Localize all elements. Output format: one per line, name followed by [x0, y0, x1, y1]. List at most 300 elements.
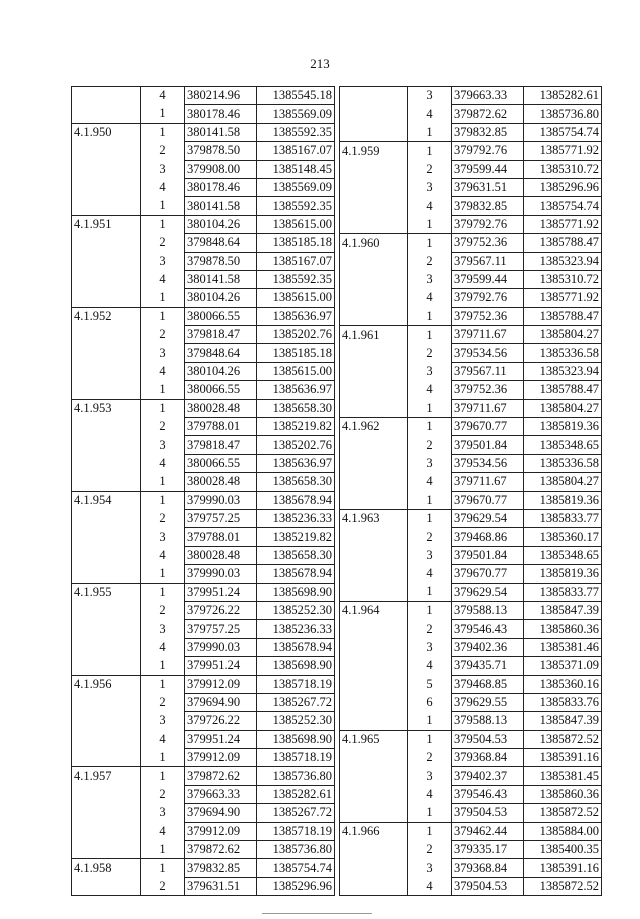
y-coordinate-cell: 1385167.07	[257, 252, 335, 270]
x-coordinate-cell: 379951.24	[185, 657, 257, 675]
point-number-cell: 1	[408, 491, 452, 509]
page-edge-rule	[262, 913, 372, 914]
y-coordinate-cell: 1385736.80	[257, 841, 335, 859]
table-row	[340, 767, 602, 785]
x-coordinate-cell: 379501.84	[452, 436, 524, 454]
y-coordinate-cell: 1385615.00	[257, 215, 335, 233]
parcel-id-cell	[340, 178, 408, 196]
y-coordinate-cell: 1385860.36	[524, 785, 602, 803]
point-number-cell: 2	[141, 234, 185, 252]
y-coordinate-cell: 1385148.45	[257, 160, 335, 178]
x-coordinate-cell: 379832.85	[452, 197, 524, 215]
point-number-cell: 2	[141, 509, 185, 527]
parcel-id-cell	[72, 822, 141, 840]
parcel-id-cell	[72, 730, 141, 748]
y-coordinate-cell: 1385185.18	[257, 344, 335, 362]
y-coordinate-cell: 1385391.16	[524, 859, 602, 877]
parcel-id-cell	[72, 509, 141, 527]
y-coordinate-cell: 1385754.74	[524, 123, 602, 141]
table-row	[72, 712, 335, 730]
point-number-cell: 4	[408, 197, 452, 215]
parcel-id-cell: 4.1.954	[72, 491, 141, 509]
x-coordinate-cell: 379629.54	[452, 509, 524, 527]
parcel-id-cell	[340, 436, 408, 454]
table-row	[340, 491, 602, 509]
parcel-id-cell	[340, 565, 408, 583]
parcel-id-cell	[72, 785, 141, 803]
point-number-cell: 2	[141, 326, 185, 344]
parcel-id-cell	[72, 693, 141, 711]
point-number-cell: 4	[408, 785, 452, 803]
x-coordinate-cell: 379599.44	[452, 270, 524, 288]
table-row	[72, 307, 335, 325]
y-coordinate-cell: 1385872.52	[524, 730, 602, 748]
point-number-cell: 4	[408, 473, 452, 491]
table-row	[340, 160, 602, 178]
parcel-id-cell	[72, 252, 141, 270]
x-coordinate-cell: 379670.77	[452, 565, 524, 583]
table-row	[340, 326, 602, 344]
table-row	[72, 638, 335, 656]
y-coordinate-cell: 1385592.35	[257, 270, 335, 288]
parcel-id-cell	[72, 289, 141, 307]
x-coordinate-cell: 379792.76	[452, 289, 524, 307]
point-number-cell: 1	[408, 307, 452, 325]
y-coordinate-cell: 1385615.00	[257, 362, 335, 380]
x-coordinate-cell: 379951.24	[185, 730, 257, 748]
y-coordinate-cell: 1385219.82	[257, 528, 335, 546]
table-row	[340, 528, 602, 546]
y-coordinate-cell: 1385847.39	[524, 712, 602, 730]
table-row	[340, 804, 602, 822]
x-coordinate-cell: 379711.67	[452, 326, 524, 344]
x-coordinate-cell: 379711.67	[452, 399, 524, 417]
table-row	[340, 418, 602, 436]
y-coordinate-cell: 1385185.18	[257, 234, 335, 252]
parcel-id-cell: 4.1.966	[340, 822, 408, 840]
table-row	[72, 804, 335, 822]
point-number-cell: 4	[408, 289, 452, 307]
parcel-id-cell: 4.1.962	[340, 418, 408, 436]
parcel-id-cell: 4.1.956	[72, 675, 141, 693]
point-number-cell: 4	[141, 546, 185, 564]
point-number-cell: 1	[141, 473, 185, 491]
point-number-cell: 1	[408, 583, 452, 601]
parcel-id-cell: 4.1.961	[340, 326, 408, 344]
x-coordinate-cell: 379752.36	[452, 381, 524, 399]
y-coordinate-cell: 1385636.97	[257, 381, 335, 399]
point-number-cell: 2	[408, 436, 452, 454]
table-row	[340, 712, 602, 730]
x-coordinate-cell: 379757.25	[185, 620, 257, 638]
point-number-cell: 2	[408, 344, 452, 362]
table-row	[72, 252, 335, 270]
x-coordinate-cell: 379951.24	[185, 583, 257, 601]
x-coordinate-cell: 379990.03	[185, 491, 257, 509]
y-coordinate-cell: 1385678.94	[257, 491, 335, 509]
parcel-id-cell	[72, 454, 141, 472]
table-row	[340, 749, 602, 767]
table-row	[340, 509, 602, 527]
table-row	[72, 583, 335, 601]
point-number-cell: 4	[408, 877, 452, 895]
parcel-id-cell	[340, 859, 408, 877]
table-row	[340, 252, 602, 270]
y-coordinate-cell: 1385236.33	[257, 509, 335, 527]
parcel-id-cell	[72, 197, 141, 215]
point-number-cell: 4	[141, 87, 185, 105]
x-coordinate-cell: 379670.77	[452, 491, 524, 509]
point-number-cell: 3	[141, 528, 185, 546]
x-coordinate-cell: 379872.62	[185, 767, 257, 785]
parcel-id-cell	[340, 454, 408, 472]
point-number-cell: 1	[408, 509, 452, 527]
point-number-cell: 3	[408, 454, 452, 472]
table-row	[340, 730, 602, 748]
x-coordinate-cell: 379504.53	[452, 804, 524, 822]
parcel-id-cell	[72, 87, 141, 105]
parcel-id-cell	[340, 693, 408, 711]
y-coordinate-cell: 1385736.80	[257, 767, 335, 785]
x-coordinate-cell: 380178.46	[185, 105, 257, 123]
parcel-id-cell	[72, 804, 141, 822]
y-coordinate-cell: 1385658.30	[257, 399, 335, 417]
x-coordinate-cell: 379818.47	[185, 326, 257, 344]
point-number-cell: 6	[408, 693, 452, 711]
x-coordinate-cell: 380066.55	[185, 454, 257, 472]
parcel-id-cell	[340, 785, 408, 803]
table-row	[72, 841, 335, 859]
parcel-id-cell	[72, 178, 141, 196]
parcel-id-cell	[340, 344, 408, 362]
point-number-cell: 4	[141, 730, 185, 748]
table-row	[72, 197, 335, 215]
parcel-id-cell	[72, 326, 141, 344]
point-number-cell: 1	[408, 399, 452, 417]
y-coordinate-cell: 1385310.72	[524, 270, 602, 288]
coordinates-table-left	[71, 86, 335, 896]
y-coordinate-cell: 1385348.65	[524, 546, 602, 564]
y-coordinate-cell: 1385833.77	[524, 583, 602, 601]
parcel-id-cell	[340, 841, 408, 859]
y-coordinate-cell: 1385804.27	[524, 326, 602, 344]
y-coordinate-cell: 1385348.65	[524, 436, 602, 454]
x-coordinate-cell: 380104.26	[185, 289, 257, 307]
y-coordinate-cell: 1385771.92	[524, 142, 602, 160]
y-coordinate-cell: 1385754.74	[524, 197, 602, 215]
point-number-cell: 1	[141, 381, 185, 399]
point-number-cell: 1	[141, 307, 185, 325]
parcel-id-cell	[72, 546, 141, 564]
x-coordinate-cell: 379631.51	[452, 178, 524, 196]
point-number-cell: 1	[141, 197, 185, 215]
y-coordinate-cell: 1385267.72	[257, 693, 335, 711]
table-row	[340, 583, 602, 601]
point-number-cell: 4	[141, 178, 185, 196]
point-number-cell: 4	[408, 657, 452, 675]
parcel-id-cell	[72, 638, 141, 656]
y-coordinate-cell: 1385884.00	[524, 822, 602, 840]
table-row	[340, 289, 602, 307]
x-coordinate-cell: 379546.43	[452, 620, 524, 638]
point-number-cell: 3	[141, 160, 185, 178]
y-coordinate-cell: 1385718.19	[257, 749, 335, 767]
parcel-id-cell	[340, 877, 408, 895]
x-coordinate-cell: 380028.48	[185, 546, 257, 564]
parcel-id-cell: 4.1.952	[72, 307, 141, 325]
parcel-id-cell	[340, 491, 408, 509]
point-number-cell: 1	[141, 767, 185, 785]
table-row	[340, 399, 602, 417]
point-number-cell: 2	[408, 160, 452, 178]
y-coordinate-cell: 1385219.82	[257, 418, 335, 436]
parcel-id-cell	[340, 620, 408, 638]
point-number-cell: 3	[141, 252, 185, 270]
point-number-cell: 4	[408, 381, 452, 399]
parcel-id-cell	[340, 657, 408, 675]
x-coordinate-cell: 379872.62	[185, 841, 257, 859]
table-row	[340, 859, 602, 877]
parcel-id-cell: 4.1.963	[340, 509, 408, 527]
x-coordinate-cell: 379726.22	[185, 601, 257, 619]
table-row	[340, 234, 602, 252]
point-number-cell: 3	[141, 804, 185, 822]
x-coordinate-cell: 379711.67	[452, 473, 524, 491]
parcel-id-cell	[340, 197, 408, 215]
table-row	[72, 87, 335, 105]
parcel-id-cell	[72, 749, 141, 767]
x-coordinate-cell: 380028.48	[185, 399, 257, 417]
x-coordinate-cell: 379629.55	[452, 693, 524, 711]
table-row	[340, 362, 602, 380]
parcel-id-cell	[340, 270, 408, 288]
table-row	[72, 381, 335, 399]
parcel-id-cell	[72, 841, 141, 859]
table-row	[72, 528, 335, 546]
point-number-cell: 1	[408, 142, 452, 160]
x-coordinate-cell: 379912.09	[185, 822, 257, 840]
parcel-id-cell	[340, 362, 408, 380]
x-coordinate-cell: 379588.13	[452, 601, 524, 619]
y-coordinate-cell: 1385788.47	[524, 234, 602, 252]
x-coordinate-cell: 379848.64	[185, 344, 257, 362]
parcel-id-cell	[340, 160, 408, 178]
table-row	[72, 767, 335, 785]
y-coordinate-cell: 1385236.33	[257, 620, 335, 638]
parcel-id-cell	[72, 657, 141, 675]
y-coordinate-cell: 1385872.52	[524, 804, 602, 822]
y-coordinate-cell: 1385569.09	[257, 105, 335, 123]
y-coordinate-cell: 1385323.94	[524, 252, 602, 270]
x-coordinate-cell: 379468.85	[452, 675, 524, 693]
y-coordinate-cell: 1385360.17	[524, 528, 602, 546]
x-coordinate-cell: 379567.11	[452, 362, 524, 380]
parcel-id-cell	[340, 804, 408, 822]
table-row	[340, 546, 602, 564]
parcel-id-cell	[72, 436, 141, 454]
point-number-cell: 3	[141, 712, 185, 730]
x-coordinate-cell: 379663.33	[185, 785, 257, 803]
point-number-cell: 1	[141, 841, 185, 859]
x-coordinate-cell: 379402.37	[452, 767, 524, 785]
x-coordinate-cell: 380141.58	[185, 197, 257, 215]
point-number-cell: 5	[408, 675, 452, 693]
point-number-cell: 2	[408, 749, 452, 767]
point-number-cell: 3	[408, 270, 452, 288]
y-coordinate-cell: 1385252.30	[257, 601, 335, 619]
x-coordinate-cell: 380141.58	[185, 270, 257, 288]
table-row	[72, 289, 335, 307]
parcel-id-cell	[340, 528, 408, 546]
parcel-id-cell: 4.1.965	[340, 730, 408, 748]
table-row	[72, 491, 335, 509]
table-row	[340, 381, 602, 399]
y-coordinate-cell: 1385678.94	[257, 565, 335, 583]
table-row	[340, 454, 602, 472]
table-row	[72, 859, 335, 877]
y-coordinate-cell: 1385296.96	[524, 178, 602, 196]
parcel-id-cell	[72, 270, 141, 288]
parcel-id-cell	[340, 399, 408, 417]
x-coordinate-cell: 379435.71	[452, 657, 524, 675]
parcel-id-cell	[72, 105, 141, 123]
y-coordinate-cell: 1385545.18	[257, 87, 335, 105]
point-number-cell: 3	[408, 178, 452, 196]
table-row	[340, 123, 602, 141]
y-coordinate-cell: 1385872.52	[524, 877, 602, 895]
parcel-id-cell	[340, 767, 408, 785]
table-row	[72, 730, 335, 748]
y-coordinate-cell: 1385252.30	[257, 712, 335, 730]
parcel-id-cell	[340, 123, 408, 141]
point-number-cell: 3	[408, 638, 452, 656]
x-coordinate-cell: 379832.85	[452, 123, 524, 141]
table-row	[340, 87, 602, 105]
y-coordinate-cell: 1385819.36	[524, 565, 602, 583]
y-coordinate-cell: 1385819.36	[524, 418, 602, 436]
parcel-id-cell	[72, 712, 141, 730]
x-coordinate-cell: 379757.25	[185, 509, 257, 527]
table-row	[340, 215, 602, 233]
x-coordinate-cell: 379912.09	[185, 749, 257, 767]
table-row	[72, 326, 335, 344]
parcel-id-cell	[72, 142, 141, 160]
table-row	[340, 693, 602, 711]
point-number-cell: 4	[408, 565, 452, 583]
table-row	[72, 142, 335, 160]
table-row	[340, 638, 602, 656]
table-row	[72, 418, 335, 436]
y-coordinate-cell: 1385296.96	[257, 877, 335, 895]
point-number-cell: 1	[408, 822, 452, 840]
table-row	[72, 620, 335, 638]
point-number-cell: 1	[141, 215, 185, 233]
x-coordinate-cell: 379788.01	[185, 528, 257, 546]
parcel-id-cell	[72, 620, 141, 638]
point-number-cell: 1	[408, 234, 452, 252]
point-number-cell: 3	[141, 344, 185, 362]
x-coordinate-cell: 379832.85	[185, 859, 257, 877]
x-coordinate-cell: 379670.77	[452, 418, 524, 436]
y-coordinate-cell: 1385381.46	[524, 638, 602, 656]
table-row	[72, 601, 335, 619]
table-row	[340, 785, 602, 803]
point-number-cell: 3	[141, 436, 185, 454]
table-row	[72, 270, 335, 288]
y-coordinate-cell: 1385615.00	[257, 289, 335, 307]
point-number-cell: 3	[141, 620, 185, 638]
y-coordinate-cell: 1385804.27	[524, 473, 602, 491]
y-coordinate-cell: 1385833.76	[524, 693, 602, 711]
point-number-cell: 4	[141, 638, 185, 656]
table-row	[72, 234, 335, 252]
x-coordinate-cell: 379912.09	[185, 675, 257, 693]
table-row	[72, 362, 335, 380]
parcel-id-cell: 4.1.959	[340, 142, 408, 160]
parcel-id-cell	[72, 344, 141, 362]
y-coordinate-cell: 1385771.92	[524, 215, 602, 233]
y-coordinate-cell: 1385400.35	[524, 841, 602, 859]
x-coordinate-cell: 379694.90	[185, 804, 257, 822]
parcel-id-cell: 4.1.950	[72, 123, 141, 141]
x-coordinate-cell: 379990.03	[185, 638, 257, 656]
table-row	[72, 160, 335, 178]
point-number-cell: 2	[408, 528, 452, 546]
x-coordinate-cell: 379588.13	[452, 712, 524, 730]
point-number-cell: 1	[141, 105, 185, 123]
table-row	[340, 601, 602, 619]
x-coordinate-cell: 380066.55	[185, 307, 257, 325]
table-row	[72, 877, 335, 895]
y-coordinate-cell: 1385771.92	[524, 289, 602, 307]
x-coordinate-cell: 379402.36	[452, 638, 524, 656]
y-coordinate-cell: 1385788.47	[524, 381, 602, 399]
point-number-cell: 2	[141, 785, 185, 803]
x-coordinate-cell: 379335.17	[452, 841, 524, 859]
x-coordinate-cell: 379990.03	[185, 565, 257, 583]
x-coordinate-cell: 379878.50	[185, 252, 257, 270]
table-row	[340, 197, 602, 215]
x-coordinate-cell: 379501.84	[452, 546, 524, 564]
x-coordinate-cell: 380214.96	[185, 87, 257, 105]
parcel-id-cell	[340, 87, 408, 105]
point-number-cell: 4	[141, 454, 185, 472]
table-row	[72, 657, 335, 675]
y-coordinate-cell: 1385569.09	[257, 178, 335, 196]
parcel-id-cell	[72, 877, 141, 895]
y-coordinate-cell: 1385167.07	[257, 142, 335, 160]
x-coordinate-cell: 379567.11	[452, 252, 524, 270]
parcel-id-cell	[340, 749, 408, 767]
x-coordinate-cell: 379599.44	[452, 160, 524, 178]
y-coordinate-cell: 1385860.36	[524, 620, 602, 638]
table-row	[340, 822, 602, 840]
point-number-cell: 2	[408, 620, 452, 638]
x-coordinate-cell: 379792.76	[452, 142, 524, 160]
x-coordinate-cell: 379546.43	[452, 785, 524, 803]
table-row	[340, 657, 602, 675]
point-number-cell: 1	[141, 491, 185, 509]
point-number-cell: 4	[408, 105, 452, 123]
y-coordinate-cell: 1385658.30	[257, 473, 335, 491]
parcel-id-cell	[340, 638, 408, 656]
y-coordinate-cell: 1385360.16	[524, 675, 602, 693]
y-coordinate-cell: 1385698.90	[257, 730, 335, 748]
x-coordinate-cell: 379878.50	[185, 142, 257, 160]
y-coordinate-cell: 1385310.72	[524, 160, 602, 178]
parcel-id-cell: 4.1.964	[340, 601, 408, 619]
x-coordinate-cell: 379663.33	[452, 87, 524, 105]
